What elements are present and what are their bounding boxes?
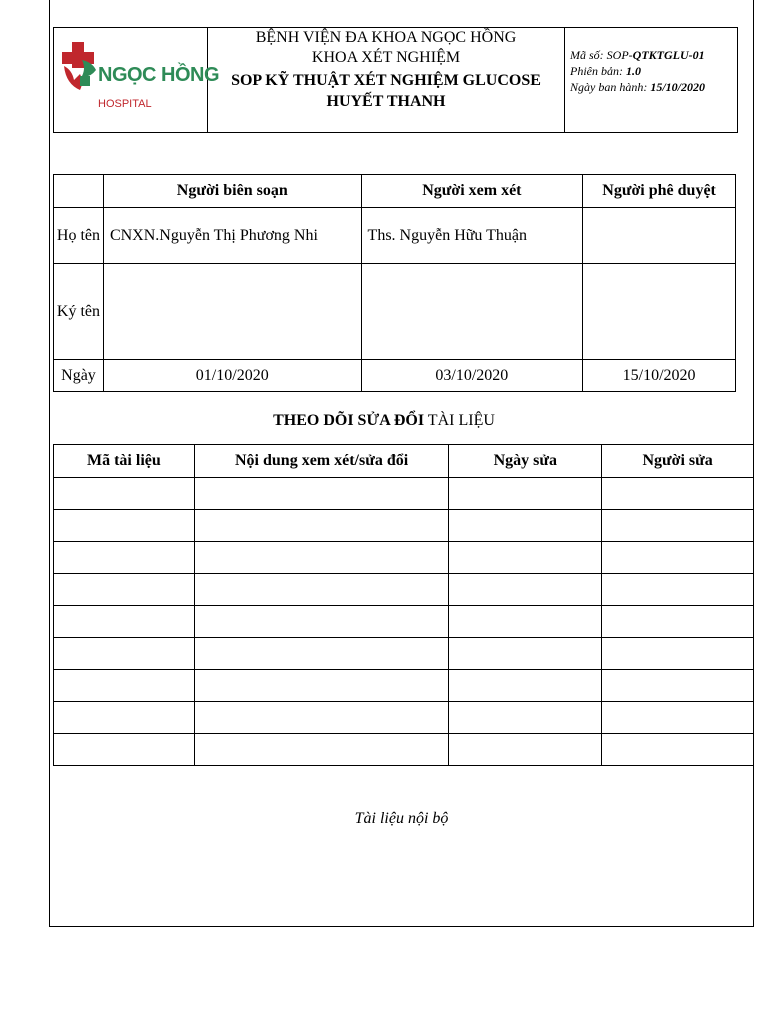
approval-corner [54,175,104,208]
logo-subtitle: HOSPITAL [98,98,152,110]
author-date: 01/10/2020 [103,360,361,392]
author-signature [103,264,361,360]
document-code: Mã số: SOP-QTKTGLU-01 [570,48,705,62]
table-row [54,734,754,766]
revision-header-date: Ngày sửa [449,445,602,478]
document-title: SOP KỸ THUẬT XÉT NGHIỆM GLUCOSE HUYẾT THANH [231,72,541,110]
reviewer-name: Ths. Nguyễn Hữu Thuận [361,208,583,264]
approval-table [53,174,736,392]
approval-header-author: Người biên soạn [103,175,361,208]
table-row [54,702,754,734]
logo-name: NGỌC HỒNG [98,64,220,86]
revision-header-content: Nội dung xem xét/sửa đổi [194,445,449,478]
reviewer-signature [361,264,583,360]
department-name: KHOA XÉT NGHIỆM [311,49,461,66]
meta-cell [565,28,737,132]
cross-icon [60,40,100,92]
revision-header-editor: Người sửa [602,445,754,478]
revision-table [53,444,754,766]
issue-date: Ngày ban hành: 15/10/2020 [570,80,705,94]
table-row [54,542,754,574]
approver-date: 15/10/2020 [583,360,736,392]
document-header [53,27,738,133]
approver-name [583,208,736,264]
internal-document-note: Tài liệu nội bộ [354,810,449,827]
reviewer-date: 03/10/2020 [361,360,583,392]
approval-header-reviewer: Người xem xét [361,175,583,208]
hospital-logo [60,40,220,112]
approver-signature [583,264,736,360]
logo-cell [54,28,220,132]
document-version: Phiên bản: 1.0 [570,64,641,78]
table-row [54,510,754,542]
table-row [54,574,754,606]
row-label-date: Ngày [54,360,104,392]
table-row [54,478,754,510]
revision-section-title: THEO DÕI SỬA ĐỔI TÀI LIỆU [273,412,495,429]
table-row [54,638,754,670]
author-name: CNXN.Nguyễn Thị Phương Nhi [103,208,361,264]
hospital-name: BỆNH VIỆN ĐA KHOA NGỌC HỒNG [255,29,517,46]
approval-header-approver: Người phê duyệt [583,175,736,208]
row-label-sign: Ký tên [54,264,104,360]
table-row [54,606,754,638]
table-row [54,670,754,702]
revision-header-code: Mã tài liệu [54,445,195,478]
title-cell [208,28,565,132]
row-label-name: Họ tên [54,208,104,264]
